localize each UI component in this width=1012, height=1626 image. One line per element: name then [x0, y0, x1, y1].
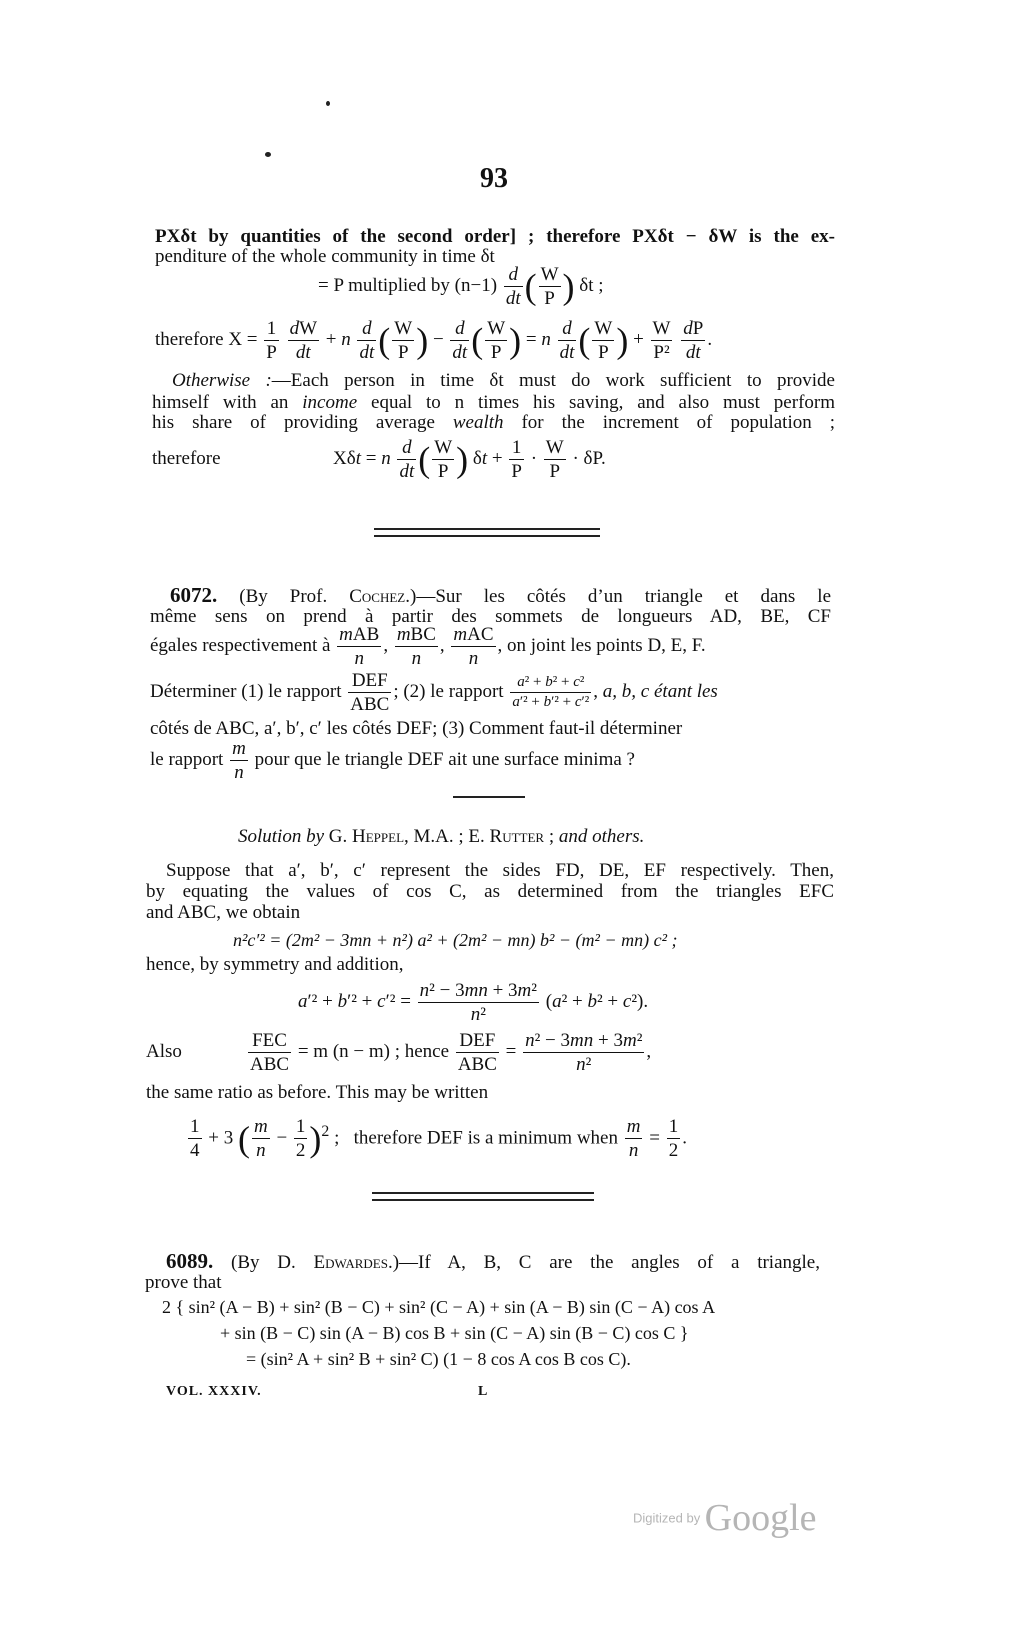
section-divider [374, 528, 600, 530]
equation: n²c′² = (2m² − 3mn + n²) a² + (2m² − mn) b² − (m² − mn) c² ; [233, 930, 678, 950]
scan-speck [265, 152, 271, 157]
equation: = P multiplied by (n−1) $\frac{d}{dt}$ ( $\frac{W}{P}$ ) δt ; [318, 264, 604, 310]
text-line: the same ratio as before. This may be written [146, 1082, 489, 1103]
equation: le rapport $\frac{m}{n}$ pour que le triangle DEF ait une surface minima ? [150, 738, 635, 784]
text-line: même sens on prend à partir des sommets de longueurs AD, BE, CF [150, 606, 831, 627]
equation: therefore X = $\frac{1}{P}$ $\frac{dW}{dt}$ + n $\frac{d}{dt}$ ( $\frac{W}{P}$ ) − $\frac{d}{dt}$ ( $\frac{W}{P}$ ) = n $\frac{d}{dt}$ ( $\frac{W}{P}$ ) + $\frac{W}{\text{P²}}$ $\frac{dP}{dt}$ . [155, 318, 713, 364]
equation: + sin (B − C) sin (A − B) cos B + sin (C − A) sin (B − C) cos C } [220, 1323, 689, 1343]
scan-speck [326, 101, 330, 106]
text-line: by equating the values of cos C, as determined from the triangles EFC [146, 881, 834, 902]
section-divider [372, 1199, 594, 1201]
equation: $\frac{1}{4}$ + 3 ( $\frac{m}{n}$ − $\frac{1}{2}$ )$^2$ ; therefore DEF is a minimum when $\frac{m}{n}$ = $\frac{1}{2}$ . [190, 1116, 687, 1162]
solution-heading: Solution by G. Heppel, M.A. ; E. Rutter ; and others. [238, 826, 645, 847]
equation: égales respectivement à $\frac{\text{mAB}}{n}$ , $\frac{\text{mBC}}{n}$ , $\frac{\text{mAC}}{n}$ , on joint les points D, E, F. [150, 624, 706, 670]
text-line: himself with an income equal to n times his saving, and also must perform [152, 392, 836, 413]
equation: Déterminer (1) le rapport $\frac{\text{DEF}}{\text{ABC}}$ ; (2) le rapport $\frac{\text{a² + b² + c²}}{\text{a′² + b′² + c′²}}$ , a, b, c étant les [150, 670, 718, 716]
text-line: penditure of the whole community in time δt [155, 246, 495, 267]
question-6089-line: 6089. (By D. Edwardes.)—If A, B, C are the angles of a triangle, [166, 1249, 820, 1273]
text-line: Suppose that a′, b′, c′ represent the sides FD, DE, EF respectively. Then, [166, 860, 834, 881]
equation: therefore [152, 448, 221, 469]
volume-label: VOL. XXXIV. [166, 1384, 262, 1399]
text-line: hence, by symmetry and addition, [146, 954, 404, 975]
equation: Also [146, 1041, 182, 1062]
section-divider [372, 1192, 594, 1194]
text-line: côtés de ABC, a′, b′, c′ les côtés DEF; (3) Comment faut-il déterminer [150, 718, 683, 739]
signature-mark: L [478, 1384, 488, 1399]
equation: = (sin² A + sin² B + sin² C) (1 − 8 cos A cos B cos C). [246, 1349, 631, 1369]
text-line: Otherwise :—Each person in time δt must do work sufficient to provide [172, 370, 835, 391]
question-6072-line: 6072. (By Prof. Cochez.)—Sur les côtés d’un triangle et dans le [170, 583, 832, 607]
equation: $\frac{\text{FEC}}{\text{ABC}}$ = m (n − m) ; hence $\frac{\text{DEF}}{\text{ABC}}$ = $\frac{\text{n² − 3mn + 3m²}}{\text{n²}}$ , [250, 1030, 652, 1076]
short-divider [453, 796, 525, 798]
text-line: prove that [145, 1272, 222, 1293]
digitized-watermark: Digitized by Google [633, 1497, 817, 1539]
text-line: PXδt by quantities of the second order] ; therefore PXδt − δW is the ex- [155, 226, 835, 247]
section-divider [374, 535, 600, 537]
equation: a′² + b′² + c′² = $\frac{\text{n² − 3mn + 3m²}}{\text{n²}}$ (a² + b² + c²). [298, 980, 649, 1026]
text-line: his share of providing average wealth for the increment of population ; [152, 412, 835, 433]
page-number: 93 [480, 163, 508, 194]
equation: 2 { sin² (A − B) + sin² (B − C) + sin² (C − A) + sin (A − B) sin (C − A) cos A [162, 1297, 716, 1317]
text-line: and ABC, we obtain [146, 902, 301, 923]
equation: Xδt = n $\frac{d}{dt}$ ( $\frac{W}{P}$ ) δt + $\frac{1}{P}$ · $\frac{W}{P}$ · δP. [333, 437, 606, 483]
